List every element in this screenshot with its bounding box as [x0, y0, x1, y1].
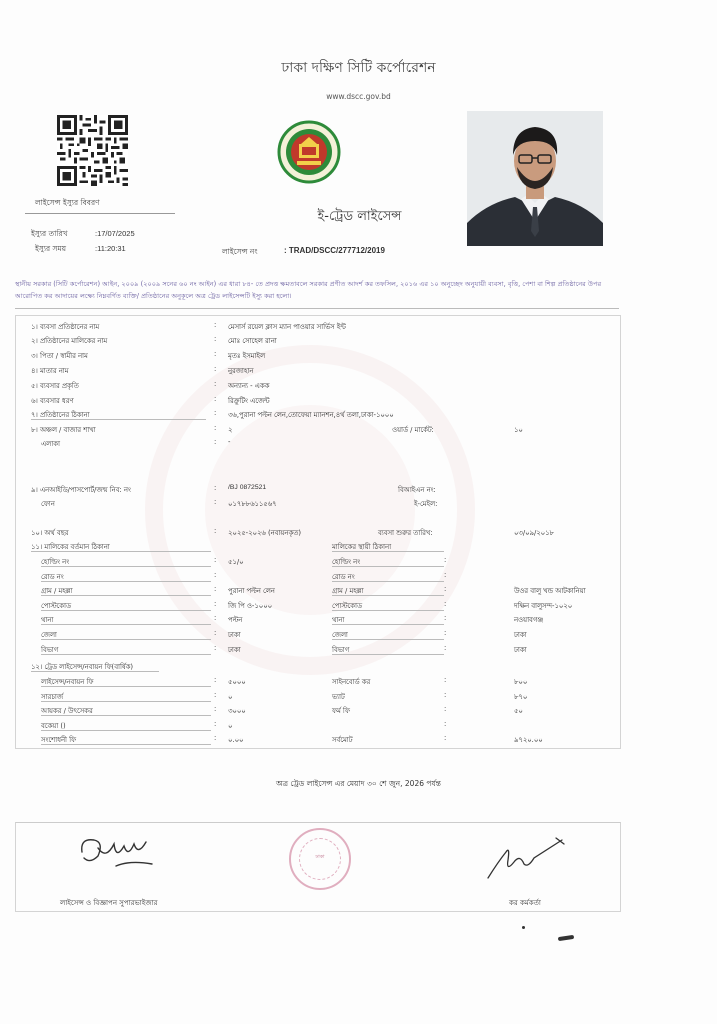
owner-name-value: মোঃ সোহেল রানা — [228, 337, 277, 345]
address-permanent-label: গ্রাম / মহল্লা — [332, 587, 364, 596]
address-current-value: জি পি ও-১০০০ — [228, 601, 273, 610]
address-row-label: হোল্ডিং নং — [41, 558, 70, 566]
address-current-value: ঢাকা — [228, 645, 241, 654]
address-permanent-label: বিভাগ — [332, 645, 350, 654]
stamp-text: ঢাকা — [315, 854, 325, 860]
permanent-address-title: মালিকের স্থায়ী ঠিকানা — [332, 543, 392, 551]
fee-label: সারচার্জ — [41, 692, 63, 701]
issue-info-title: লাইসেন্স ইস্যুর বিবরণ — [35, 198, 100, 207]
address-permanent-value: নওয়াবগঞ্জ — [514, 616, 544, 625]
email-label: ই-মেইল: — [414, 500, 438, 508]
father-name-label: ৩। পিতা / স্বামীর নাম — [31, 352, 88, 360]
fee-label: আয়কর / উৎসেকর — [41, 707, 93, 716]
address-current-value: ৫১/০ — [228, 558, 244, 566]
fee-value: ০ — [228, 692, 233, 701]
phone-value: ০১৭৮৮৬১১৫৬৭ — [228, 500, 277, 508]
issue-date-label: ইস্যুর তারিখ — [31, 229, 68, 238]
ward-value: ১০ — [514, 426, 523, 434]
business-type-label: ৬। ব্যবসার ধরণ — [31, 397, 74, 405]
nid-label: ৯। এনআইডি/পাসপোর্ট/জন্ম নিব: নং — [31, 486, 131, 494]
fees-title: ১২। ট্রেড লাইসেন্স/নবায়ন ফি(বার্ষিক) — [31, 663, 134, 671]
address-permanent-label: জেলা — [332, 631, 348, 639]
issue-time-label: ইস্যুর সময় — [35, 244, 67, 253]
fee-right-value: ৮০০ — [514, 678, 528, 686]
issue-date-value: :17/07/2025 — [95, 229, 135, 238]
website-url: www.dscc.gov.bd — [326, 92, 391, 101]
tax-officer-title: কর কর্মকর্তা — [509, 899, 541, 907]
fee-right-label: ফর্ম ফি — [332, 707, 350, 716]
fee-label: লাইসেন্স/নবায়ন ফি — [41, 678, 94, 686]
fee-value: ৩০০০ — [228, 707, 246, 716]
address-row-label: বিভাগ — [41, 645, 59, 654]
fiscal-year-label: ১০। অর্থ বছর — [31, 529, 69, 537]
scan-speck — [558, 935, 574, 941]
zone-label: ৮। অঞ্চল / বাজার শাখা — [31, 426, 96, 434]
business-type-value: রিক্রুটিং এজেন্ট — [228, 397, 270, 405]
fee-value: ৫০০০ — [228, 678, 246, 686]
address-row-label: থানা — [41, 616, 54, 625]
mother-name-value: নুরজাহান — [228, 367, 254, 375]
fiscal-year-value: ২০২৫-২০২৬ (নবায়নকৃত) — [228, 529, 301, 537]
address-current-value: পুরানা পল্টন লেন — [228, 587, 275, 596]
fee-right-value: ৫০ — [514, 707, 523, 716]
business-start-value: ০৩/০৯/২০১৮ — [514, 529, 554, 537]
bin-label: বিআইএন নং: — [398, 486, 436, 494]
fee-right-label: ভ্যাট — [332, 692, 345, 701]
trade-license-page: ঢাকা দক্ষিণ সিটি কর্পোরেশন www.dscc.gov.bd লাইসেন্স ইস্যুর বিবরণ ইস্যুর তারিখ :17/07/2025 ইস্যুর সময় :11:20:31 ই-ট্রেড লাইসেন্স লাইসেন্স নং : TRAD/DSCC/277712/2019 স্থানীয় সরকার (সিটি কর্পোরেশন) আইন, ২০০৯ (২০০৯ সনের ৬০ নং আইন) এর ধারা ৮৪- তে প্রদত্ত ক্ষমতাবলে সরকার প্রণীত আদর্শ কর তফসিল, ২০১৬ এর ১০ অনুচ্ছেদ অনুযায়ী ব্যবসা, বৃত্তি, পেশা বা শিল্প প্রতিষ্ঠানের উপর আরোপিত কর আদায়ের লক্ষ্যে নিম্নবর্ণিত ব্যক্তি/ প্রতিষ্ঠানের অনুকূলে অত্র ট্রেড লাইসেন্সটি ইস্যু করা হলো। ১। ব্যবসা প্রতিষ্ঠানের নাম : মেসার্স রয়েল ক্লাস ম্যান পাওয়ার সার্ভিস ইন্ট ২। প্রতিষ্ঠানের মালিকের নাম : মোঃ সোহেল রানা ৩। পিতা / স্বামীর নাম : মৃতঃ ইসমাইল ৪। মাতার নাম : নুরজাহান ৫। ব্যবসার প্রকৃতি : অন্যান্য - একক ৬। ব্যবসার ধরণ : রিক্রুটিং এজেন্ট ৭। প্রতিষ্ঠানের ঠিকানা : ৩৬,পুরানা পল্টন লেন,তোফেয়া ম্যানশন,৪র্থ তলা,ঢাকা-১০০০ ৮। অঞ্চল / বাজার শাখা : ২ ওয়ার্ড / মার্কেট: ১০ এলাকা : - ৯। এনআইডি/পাসপোর্ট/জন্ম নিব: নং : /BJ 0872521 বিআইএন নং: ফোন : ০১৭৮৮৬১১৫৬৭ ই-মেইল: ১০। অর্থ বছর : ২০২৫-২০২৬ (নবায়নকৃত) ব্যবসা শুরুর তারিখ: ০৩/০৯/২০১৮ ১১। মালিকের বর্তমান ঠিকানা মালিকের স্থায়ী ঠিকানা হোল্ডিং নং : ৫১/০ হোল্ডিং নং : রোড নং : রোড নং : গ্রাম / মহল্লা : পুরানা পল্টন লেন গ্রাম / মহল্লা : উওর বালু খন্ড আটকানিয়া পোস্টকোড : জি পি ও-১০০০ পোস্টকোড : দক্ষিন বালুসন্দ-১০২০ থানা : পল্টন থানা : নওয়াবগঞ্জ জেলা : ঢাকা জেলা : ঢাকা বিভাগ : ঢাকা বিভাগ : ঢাকা ১২। ট্রেড লাইসেন্স/নবায়ন ফি(বার্ষিক) লাইসেন্স/নবায়ন ফি : ৫০০০ সাইনবোর্ড কর : ৮০০ সারচার্জ : ০ ভ্যাট : ৮৭০ আয়কর / উৎসেকর : ৩০০০ ফর্ম ফি : ৫০ বকেয়া () : ০ : সংশোধনী ফি : ০.০০ সর্বমোট : ৯৭২০.০০ অত্র ট্রেড লাইসেন্স এর মেয়াদ ৩০ শে জুন, 2026 পর্যন্ত ঢাকা লাইসেন্স ও বিজ্ঞাপন সুপারভাইজার কর কর্মকর্তা — [0, 0, 717, 1024]
business-name-label: ১। ব্যবসা প্রতিষ্ঠানের নাম — [31, 323, 100, 331]
address-current-value: ঢাকা — [228, 631, 241, 639]
qr-code-icon — [57, 115, 128, 186]
business-address-label: ৭। প্রতিষ্ঠানের ঠিকানা — [31, 411, 90, 419]
address-permanent-value: ঢাকা — [514, 645, 527, 654]
document-title: ই-ট্রেড লাইসেন্স — [317, 209, 402, 224]
area-value: - — [228, 438, 231, 446]
preamble-text: স্থানীয় সরকার (সিটি কর্পোরেশন) আইন, ২০০৯ (২০০৯ সনের ৬০ নং আইন) এর ধারা ৮৪- তে প্রদত্ত ক্ষমতাবলে সরকার প্রণীত আদর্শ কর তফসিল, ২০১৬ এর ১০ অনুচ্ছেদ অনুযায়ী ব্যবসা, বৃত্তি, পেশা বা শিল্প প্রতিষ্ঠানের উপর আরোপিত কর আদায়ের লক্ষ্যে নিম্নবর্ণিত ব্যক্তি/ প্রতিষ্ঠানের অনুকূলে অত্র ট্রেড লাইসেন্সটি ইস্যু করা হলো। — [15, 278, 619, 309]
business-start-label: ব্যবসা শুরুর তারিখ: — [378, 529, 433, 537]
scan-speck — [522, 926, 525, 929]
dscc-seal-icon — [277, 120, 341, 184]
business-name-value: মেসার্স রয়েল ক্লাস ম্যান পাওয়ার সার্ভিস ইন্ট — [228, 323, 346, 331]
corporation-name: ঢাকা দক্ষিণ সিটি কর্পোরেশন — [281, 60, 436, 76]
phone-label: ফোন — [41, 500, 55, 508]
address-row-label: পোস্টকোড — [41, 601, 71, 610]
current-address-title: ১১। মালিকের বর্তমান ঠিকানা — [31, 543, 110, 551]
mother-name-label: ৪। মাতার নাম — [31, 367, 69, 375]
fee-right-value: ৯৭২০.০০ — [514, 736, 543, 745]
business-nature-label: ৫। ব্যবসার প্রকৃতি — [31, 382, 79, 390]
address-row-label: জেলা — [41, 631, 57, 639]
validity-note: অত্র ট্রেড লাইসেন্স এর মেয়াদ ৩০ শে জুন, 2026 পর্যন্ত — [276, 779, 441, 788]
address-row-label: গ্রাম / মহল্লা — [41, 587, 73, 596]
fee-label: বকেয়া () — [41, 721, 66, 730]
nid-value: /BJ 0872521 — [228, 484, 267, 491]
license-number-label: লাইসেন্স নং — [222, 247, 258, 256]
supervisor-signature-icon — [76, 830, 156, 878]
address-row-label: রোড নং — [41, 572, 64, 581]
zone-value: ২ — [228, 426, 233, 434]
address-permanent-value: উওর বালু খন্ড আটকানিয়া — [514, 587, 586, 596]
fee-right-label: সর্বমোট — [332, 736, 353, 745]
father-name-value: মৃতঃ ইসমাইল — [228, 352, 266, 360]
fee-right-value: ৮৭০ — [514, 692, 528, 701]
fee-right-label: সাইনবোর্ড কর — [332, 678, 371, 686]
owner-name-label: ২। প্রতিষ্ঠানের মালিকের নাম — [31, 337, 108, 345]
fee-value: ০ — [228, 721, 233, 730]
address-permanent-label: পোস্টকোড — [332, 601, 362, 610]
address-permanent-value: ঢাকা — [514, 631, 527, 639]
tax-officer-signature-icon — [484, 832, 570, 888]
address-permanent-value: দক্ষিন বালুসন্দ-১০২০ — [514, 601, 573, 610]
business-address-value: ৩৬,পুরানা পল্টন লেন,তোফেয়া ম্যানশন,৪র্থ তলা,ঢাকা-১০০০ — [228, 411, 394, 419]
ward-label: ওয়ার্ড / মার্কেট: — [392, 426, 434, 434]
fee-label: সংশোধনী ফি — [41, 736, 77, 745]
area-label: এলাকা — [41, 440, 60, 448]
issue-time-value: :11:20:31 — [95, 244, 126, 253]
fee-value: ০.০০ — [228, 736, 244, 745]
address-permanent-label: রোড নং — [332, 572, 355, 581]
supervisor-title: লাইসেন্স ও বিজ্ঞাপন সুপারভাইজার — [60, 899, 158, 907]
business-nature-value: অন্যান্য - একক — [228, 382, 270, 390]
address-current-value: পল্টন — [228, 616, 243, 625]
license-number-value: : TRAD/DSCC/277712/2019 — [284, 246, 385, 255]
address-permanent-label: হোল্ডিং নং — [332, 558, 361, 566]
address-permanent-label: থানা — [332, 616, 345, 625]
